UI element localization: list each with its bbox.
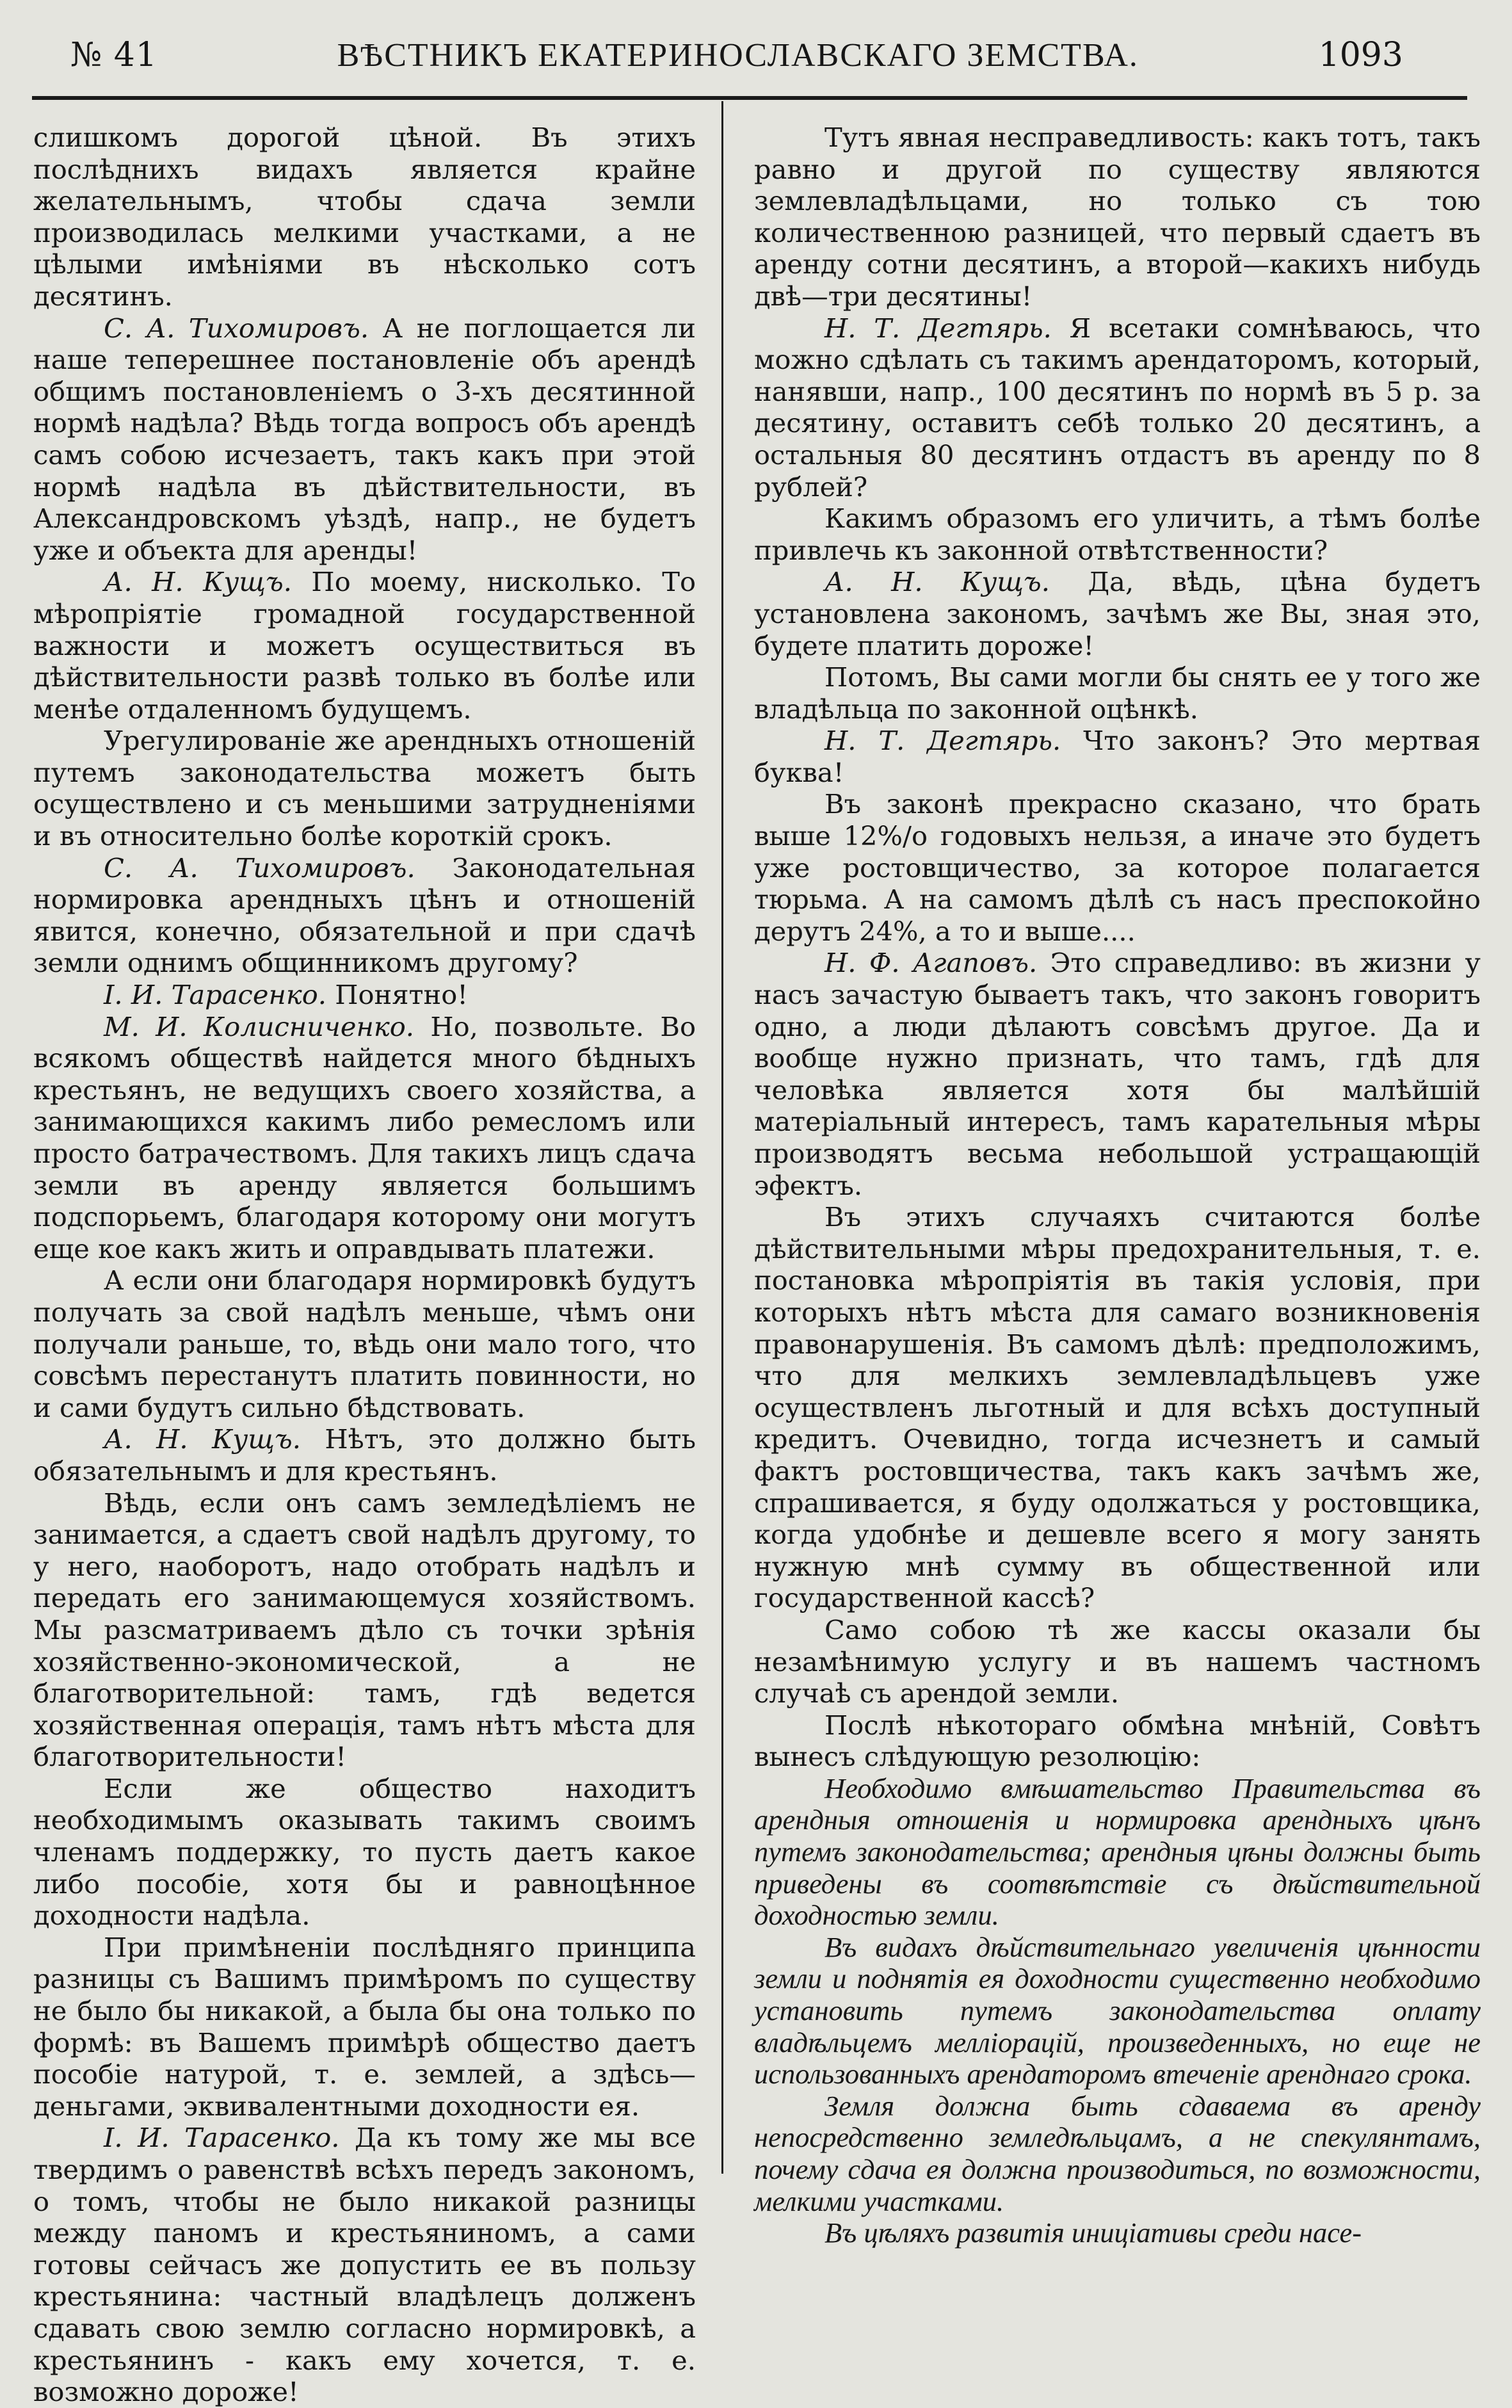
speech-text: Да, вѣдь, цѣна будетъ установлена закономъ, зачѣмъ же Вы, зная это, будете платить дороже! [754, 566, 1481, 661]
speech-text: Я всетаки сомнѣваюсь, что можно сдѣлать съ такимъ арендаторомъ, который, нанявши, напр., 100 десятинъ по нормѣ въ 5 р. за десятину, оставитъ себѣ только 20 десятинъ, а остальныя 80 десятинъ отдастъ въ аренду по 8 рублей? [754, 312, 1481, 503]
speaker-name: М. И. Колисниченко. [104, 1010, 414, 1042]
speech-text: Понятно! [326, 979, 468, 1011]
body-paragraph: Тутъ явная несправедливость: какъ тотъ, такъ равно и другой по существу являются землевладѣльцами, но только съ тою количественною разницей, что первый сдаетъ въ аренду сотни десятинъ, а второй—какихъ нибудь двѣ—три десятины! [754, 122, 1481, 312]
speaker-name: І. И. Тарасенко. [104, 979, 326, 1011]
speech-text: Но, позвольте. Во всякомъ обществѣ найдется много бѣдныхъ крестьянъ, не ведущихъ своего хозяйства, а занимающихся какимъ либо ремесломъ или просто батрачествомъ. Для такихъ лицъ сдача земли въ аренду является большимъ подспорьемъ, благодаря которому они могутъ еще кое какъ жить и оправдывать платежи. [33, 1010, 696, 1265]
speech-text: А не поглощается ли наше теперешнее постановленіе объ арендѣ общимъ постановленіемъ о 3-хъ десятинной нормѣ надѣла? Вѣдь тогда вопросъ объ арендѣ самъ собою исчезаетъ, такъ какъ при этой нормѣ надѣла въ дѣйствительности, въ Александровскомъ уѣздѣ, напр., не будетъ уже и объекта для аренды! [33, 312, 696, 566]
speech-paragraph [33, 312, 696, 567]
speaker-name: А. Н. Кущъ. [104, 566, 292, 598]
resolution-paragraph: Въ видахъ дѣйствительнаго увеличенія цѣнности земли и поднятія ея доходности существенно необходимо установить путемъ законодательства оплату владѣльцемъ мелліорацій, произведенныхъ, но еще не использованныхъ арендаторомъ втеченіе аренднаго срока. [754, 1930, 1481, 2090]
column-divider [721, 101, 723, 2174]
right-column [754, 122, 1481, 2249]
speaker-name: С. А. Тихомировъ. [104, 312, 369, 344]
speech-paragraph [754, 947, 1481, 1201]
speaker-name: Н. Т. Дегтярь. [824, 725, 1061, 757]
speech-text: Законодательная нормировка арендныхъ цѣнъ и отношеній явится, конечно, обязательной и при сдачѣ земли однимъ общинникомъ другому? [33, 852, 696, 979]
speech-paragraph [754, 725, 1481, 788]
speech-paragraph [33, 1011, 696, 1265]
body-paragraph: Урегулированіе же арендныхъ отношеній путемъ законодательства можетъ быть осуществлено и съ меньшими затрудненіями и въ относительно болѣе короткій срокъ. [33, 725, 696, 852]
body-paragraph: Вѣдь, если онъ самъ земледѣліемъ не занимается, а сдаетъ свой надѣлъ другому, то у него, наоборотъ, надо отобрать надѣлъ и передать его занимающемуся хозяйствомъ. Мы разсматриваемъ дѣло съ точки зрѣнія хозяйственно-экономической, а не благотворительной: тамъ, гдѣ ведется хозяйственная операція, тамъ нѣтъ мѣста для благотворительности! [33, 1487, 696, 1773]
publication-title: ВѢСТНИКЪ ЕКАТЕРИНОСЛАВСКАГО ЗЕМСТВА. [337, 36, 1139, 74]
speech-text: Да къ тому же мы все твердимъ о равенствѣ всѣхъ передъ закономъ, о томъ, чтобы не было никакой разницы между паномъ и крестьяниномъ, а сами готовы сейчасъ же допустить ее въ пользу крестьянина: частный владѣлецъ долженъ сдавать свою землю согласно нормировкѣ, а крестьянинъ - какъ ему хочется, т. е. возможно дороже! [33, 2122, 696, 2408]
speaker-name: С. А. Тихомировъ. [104, 852, 415, 884]
speaker-name: Н. Т. Дегтярь. [824, 312, 1052, 344]
body-paragraph: Какимъ образомъ его уличить, а тѣмъ болѣе привлечь къ законной отвѣтственности? [754, 503, 1481, 566]
resolution-paragraph: Необходимо вмѣшательство Правительства въ арендныя отношенія и нормировка арендныхъ цѣнъ путемъ законодательства; арендныя цѣны должны быть приведены въ соотвѣтствіе съ дѣйствительной доходностью земли. [754, 1772, 1481, 1932]
body-paragraph: При примѣненіи послѣдняго принципа разницы съ Вашимъ примѣромъ по существу не было бы никакой, а была бы она только по формѣ: въ Вашемъ примѣрѣ общество даетъ пособіе натурой, т. е. землей, а здѣсь—деньгами, эквивалентными доходности ея. [33, 1931, 696, 2122]
page-number: 1093 [1318, 36, 1403, 74]
left-column [33, 122, 696, 2408]
speech-text: Это справедливо: въ жизни у насъ зачастую бываетъ такъ, что законъ говоритъ одно, а люди дѣлаютъ совсѣмъ другое. Да и вообще нужно признать, что тамъ, гдѣ для человѣка является хотя бы малѣйшій матеріальный интересъ, тамъ карательныя мѣры производятъ весьма небольшой устращающій эфектъ. [754, 947, 1481, 1201]
body-paragraph: А если они благодаря нормировкѣ будутъ получать за свой надѣлъ меньше, чѣмъ они получали раньше, то, вѣдь они мало того, что совсѣмъ перестанутъ платить повинности, но и сами будутъ сильно бѣдствовать. [33, 1265, 696, 1423]
speech-text: Нѣтъ, это должно быть обязательнымъ и для крестьянъ. [33, 1423, 696, 1487]
body-paragraph: Послѣ нѣкотораго обмѣна мнѣній, Совѣтъ вынесъ слѣдующую резолюцію: [754, 1709, 1481, 1773]
body-paragraph: Если же общество находитъ необходимымъ оказывать такимъ своимъ членамъ поддержку, то пусть даетъ какое либо пособіе, хотя бы и равноцѣнное доходности надѣла. [33, 1772, 696, 1932]
speech-text: По моему, нисколько. То мѣропріятіе громадной государственной важности и можетъ осуществиться въ дѣйствительности развѣ только въ болѣе или менѣе отдаленномъ будущемъ. [33, 566, 696, 725]
speaker-name: І. И. Тарасенко. [104, 2122, 340, 2154]
speech-paragraph [33, 2122, 696, 2407]
issue-number: № 41 [70, 36, 157, 74]
speech-paragraph [33, 979, 696, 1011]
header-rule [32, 96, 1467, 100]
body-paragraph: Въ этихъ случаяхъ считаются болѣе дѣйствительными мѣры предохранительныя, т. е. постановка мѣропріятія въ такія условія, при которыхъ нѣтъ мѣста для самаго возникновенія правонарушенія. Въ самомъ дѣлѣ: предположимъ, что для мелкихъ землевладѣльцевъ уже осуществленъ льготный и для всѣхъ доступный кредитъ. Очевидно, тогда исчезнетъ и самый фактъ ростовщичества, такъ какъ зачѣмъ же, спрашивается, я буду одолжаться у ростовщика, когда удобнѣе и дешевле всего я могу занять нужную мнѣ сумму въ общественной или государственной кассѣ? [754, 1201, 1481, 1614]
body-paragraph: Само собою тѣ же кассы оказали бы незамѣнимую услугу и въ нашемъ частномъ случаѣ съ арендой земли. [754, 1613, 1481, 1709]
speaker-name: А. Н. Кущъ. [104, 1423, 301, 1455]
body-paragraph: Въ законѣ прекрасно сказано, что брать выше 12%/о годовыхъ нельзя, а иначе это будетъ уже ростовщичество, за которое полагается тюрьма. А на самомъ дѣлѣ съ насъ преспокойно дерутъ 24%, а то и выше.... [754, 788, 1481, 947]
speech-paragraph [33, 1423, 696, 1487]
speaker-name: А. Н. Кущъ. [824, 566, 1050, 598]
speech-paragraph [754, 566, 1481, 661]
speech-paragraph [754, 312, 1481, 503]
speaker-name: Н. Ф. Агаповъ. [824, 947, 1038, 979]
speech-paragraph [33, 566, 696, 725]
resolution-paragraph: Въ цѣляхъ развитія иниціативы среди насе- [824, 2217, 1362, 2249]
body-paragraph: Потомъ, Вы сами могли бы снять ее у того же владѣльца по законной оцѣнкѣ. [754, 661, 1481, 725]
resolution-paragraph: Земля должна быть сдаваема въ аренду непосредственно земледѣльцамъ, а не спекулянтамъ, почему сдача ея должна производиться, по возможности, мелкими участками. [754, 2089, 1481, 2217]
speech-text: Что законъ? Это мертвая буква! [754, 725, 1481, 788]
continued-paragraph: слишкомъ дорогой цѣной. Въ этихъ послѣднихъ видахъ является крайне желательнымъ, чтобы сдача земли производилась мелкими участками, а не цѣлыми имѣніями въ нѣсколько сотъ десятинъ. [33, 122, 696, 312]
page-header [70, 23, 1403, 87]
speech-paragraph [33, 852, 696, 979]
